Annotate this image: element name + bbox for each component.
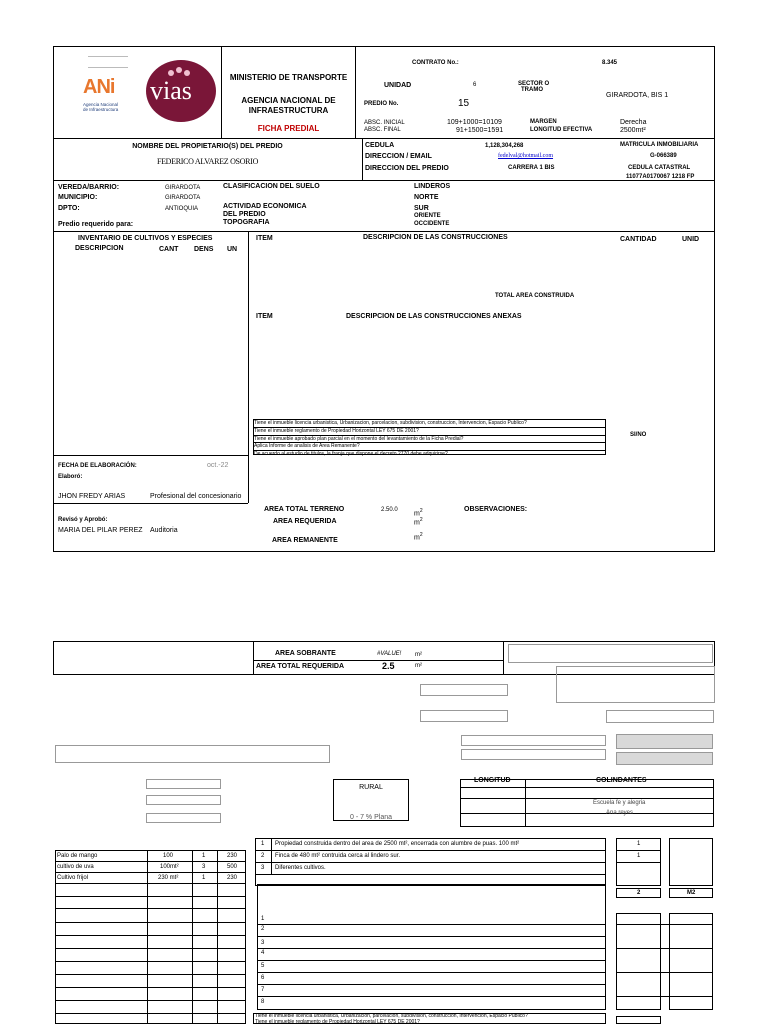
input-box — [508, 644, 713, 663]
total-area-construida-label: TOTAL AREA CONSTRUIDA — [495, 293, 575, 299]
annex-number: 6 — [261, 975, 265, 981]
direccion-predio-label: DIRECCION DEL PREDIO — [365, 165, 449, 172]
area-total-terreno-value: 2.50.0 — [381, 507, 398, 513]
divider — [53, 503, 248, 504]
anexas-label: DESCRIPCION DE LAS CONSTRUCCIONES ANEXAS — [346, 313, 522, 320]
divider — [248, 231, 249, 503]
absc-inicial-label: ABSC. INICIAL — [364, 120, 405, 126]
colindantes-header: COLINDANTES — [596, 777, 647, 784]
divider — [460, 798, 714, 799]
crop-desc: Cultivo frijol — [57, 875, 89, 881]
input-box — [420, 710, 508, 722]
elaboro-name: JHON FREDY ARIAS — [58, 493, 126, 500]
divider — [257, 960, 606, 961]
input-box — [146, 795, 221, 805]
fecha-label: FECHA DE ELABORACIÓN: — [58, 463, 137, 469]
area-total-requerida-label: AREA TOTAL REQUERIDA — [256, 663, 345, 670]
owner-name: FEDERICO ALVAREZ OSORIO — [156, 157, 259, 166]
owner-label: NOMBRE DEL PROPIETARIO(S) DEL PREDIO — [132, 143, 283, 150]
crop-un: 230 — [227, 853, 238, 859]
divider — [55, 922, 246, 923]
norte-label: NORTE — [414, 194, 439, 201]
divider — [257, 984, 606, 985]
predio-requerido-label: Predio requerido para: — [58, 221, 134, 228]
divider — [253, 660, 503, 661]
vias-logo — [146, 60, 216, 122]
si-no-label: SI/NO — [630, 432, 647, 438]
divider — [503, 641, 504, 675]
reviso-role: Auditoria — [150, 527, 178, 534]
divider — [616, 850, 661, 851]
input-box — [461, 735, 606, 746]
unit-exponent: 2 — [419, 517, 423, 523]
divider — [616, 862, 661, 863]
margen-label: MARGEN — [530, 119, 557, 125]
divider — [255, 874, 606, 875]
input-box — [55, 745, 330, 763]
questions-list — [254, 420, 605, 458]
matricula-value: G-066389 — [650, 153, 677, 159]
input-box — [146, 813, 221, 823]
vias-logo-text: vias — [150, 76, 192, 105]
crop-cant: 100 — [163, 853, 174, 859]
construction-text: Finca de 480 mt² contruida cerca al lindero sur. — [275, 853, 401, 859]
predio-label: PREDIO No. — [364, 101, 399, 107]
divider — [257, 972, 606, 973]
predio-value: 15 — [458, 98, 470, 109]
divider — [192, 850, 193, 1024]
inventory-title: INVENTARIO DE CULTIVOS Y ESPECIES — [78, 235, 213, 242]
item-label: ITEM — [256, 235, 273, 242]
divider — [257, 936, 606, 937]
sur-label: SUR — [414, 205, 429, 212]
ani-logo-subtitle: Agencia Nacional de Infraestructura — [83, 102, 119, 112]
annex-number: 5 — [261, 963, 265, 969]
ani-logo-text: ANi — [83, 76, 115, 98]
divider — [53, 455, 248, 456]
divider — [55, 1000, 246, 1001]
annex-table — [257, 884, 606, 1010]
unid-label: UNID — [682, 236, 700, 243]
divider — [55, 883, 246, 884]
unidad-label: UNIDAD — [384, 82, 412, 89]
contrato-label: CONTRATO No.: — [412, 60, 459, 66]
colindante-2: Ana reyes — [606, 810, 634, 816]
area-requerida-label: AREA REQUERIDA — [273, 518, 337, 525]
construction-text: Propiedad construida dentro del area de 2500 mt², encerrada con alumbre de puas. 100 mt² — [275, 841, 520, 847]
constructions-label: DESCRIPCION DE LAS CONSTRUCCIONES — [363, 234, 508, 241]
input-box — [420, 684, 508, 696]
construction-number: 3 — [261, 865, 265, 871]
oriente-label: ORIENTE — [414, 213, 441, 219]
actividad-label-2: DEL PREDIO — [223, 211, 266, 218]
annex-number: 1 — [261, 916, 265, 922]
email-link[interactable]: fedelval@hotmail.com — [498, 153, 554, 159]
slope-value: 0 - 7 % Plana — [349, 814, 393, 821]
agency-line-2: INFRAESTRUCTURA — [248, 106, 329, 115]
divider — [55, 872, 246, 873]
divider — [616, 948, 713, 949]
vereda-value: GIRARDOTA — [165, 185, 201, 191]
crop-desc: Palo de mango — [57, 853, 98, 859]
input-box — [606, 710, 714, 723]
question-1: Tiene el inmueble licencia urbanistica, Urbanizacion, parcelacion, subdivision, construccion, Intervencion, Espacio Publico? — [254, 420, 605, 428]
municipio-label: MUNICIPIO: — [58, 194, 98, 201]
sector-label-2: TRAMO — [521, 87, 543, 93]
input-box — [556, 666, 715, 703]
shaded-box — [616, 734, 713, 749]
divider — [53, 180, 715, 181]
input-box — [461, 749, 606, 760]
question-3: Tiene el inmueble aprobado plan parcial en el momento del levantamiento de la Ficha Predial? — [254, 436, 605, 443]
total-qty-value: 2 — [637, 890, 641, 896]
col-un: UN — [227, 246, 238, 253]
annex-number: 4 — [261, 950, 265, 956]
cedula-catastral-value: 11077A0170067 1218 FP — [626, 174, 695, 180]
longitud-label: LONGITUD EFECTIVA — [530, 127, 593, 133]
divider — [255, 850, 606, 851]
crop-desc: cultivo de uva — [57, 864, 94, 870]
direccion-email-label: DIRECCION / EMAIL — [365, 153, 432, 160]
absc-final-value: 91+1500=1591 — [456, 127, 504, 134]
cantidad-label: CANTIDAD — [620, 236, 657, 243]
divider — [53, 138, 715, 139]
input-box — [146, 779, 221, 789]
crop-cant: 100mt² — [160, 864, 179, 870]
area-sobrante-unit: m² — [415, 652, 422, 658]
area-remanente-label: AREA REMANENTE — [272, 537, 338, 544]
annex-number: 2 — [261, 926, 265, 932]
area-unit — [414, 508, 423, 517]
unidad-value: 6 — [473, 82, 477, 88]
reviso-label: Revisó y Aprobó: — [58, 517, 108, 523]
annex-number: 3 — [261, 940, 265, 946]
grape-dot — [176, 67, 182, 73]
divider — [55, 1013, 246, 1014]
elaboro-role: Profesional del concesionario — [150, 493, 242, 500]
crop-un: 230 — [227, 875, 238, 881]
divider — [55, 908, 246, 909]
unit-m: m — [414, 534, 420, 542]
reviso-name: MARIA DEL PILAR PEREZ — [58, 527, 143, 534]
clasificacion-label: CLASIFICACION DEL SUELO — [223, 183, 320, 190]
divider — [460, 787, 714, 788]
area-unit — [414, 517, 423, 526]
total-unit-value: M2 — [687, 890, 696, 896]
area-total-requerida-unit: m² — [415, 663, 422, 669]
occidente-label: OCCIDENTE — [414, 221, 450, 227]
annex-number: 7 — [261, 987, 265, 993]
divider — [55, 974, 246, 975]
question-2: Tiene el inmueble reglamento de Propiedad Horizontal LEY 675 DE 2001? — [254, 428, 605, 436]
divider — [253, 641, 254, 675]
qty-value: 1 — [637, 853, 641, 859]
divider — [257, 924, 606, 925]
agency-line-1: AGENCIA NACIONAL DE — [241, 96, 336, 105]
elaboro-label: Elaboró: — [58, 474, 83, 480]
unit-exponent: 2 — [419, 532, 423, 538]
divider — [616, 972, 713, 973]
actividad-label-1: ACTIVIDAD ECONOMICA — [223, 203, 307, 210]
divider — [55, 987, 246, 988]
divider — [53, 231, 715, 232]
divider — [460, 813, 714, 814]
annex-number: 8 — [261, 999, 265, 1005]
crop-dens: 3 — [202, 864, 206, 870]
construction-number: 2 — [261, 853, 265, 859]
municipio-value: GIRARDOTA — [165, 195, 201, 201]
form-title: FICHA PREDIAL — [257, 124, 320, 133]
divider — [271, 838, 272, 874]
unit-m: m — [414, 510, 420, 518]
question-line-1: Tiene el inmueble licencia urbanistica, Urbanizacion, parcelacion, subdivision, construccion, Intervencion, Espacio Publico? — [255, 1013, 528, 1019]
col-cant: CANT — [159, 246, 179, 253]
divider — [355, 46, 356, 138]
dpto-label: DPTO: — [58, 205, 80, 212]
area-sobrante-label: AREA SOBRANTE — [275, 650, 336, 657]
margen-value: Derecha — [620, 119, 647, 126]
shaded-box — [616, 752, 713, 765]
divider — [217, 850, 218, 1024]
vereda-label: VEREDA/BARRIO: — [58, 184, 120, 191]
sector-label-1: SECTOR O — [518, 81, 550, 87]
crop-un: 500 — [227, 864, 238, 870]
area-sobrante-value: #VALUE! — [377, 651, 402, 657]
question-line-2: Tiene el inmueble reglamento de Propiedad Horizontal LEY 675 DE 2001? — [255, 1019, 420, 1025]
matricula-label: MATRICULA INMOBILIARIA — [620, 142, 699, 148]
unit-exponent: 2 — [419, 508, 423, 514]
cedula-label: CEDULA — [365, 142, 395, 149]
cedula-catastral-label: CEDULA CATASTRAL — [628, 165, 691, 171]
fecha-value: oct.-22 — [207, 462, 229, 469]
divider — [257, 948, 606, 949]
area-total-terreno-label: AREA TOTAL TERRENO — [264, 506, 345, 513]
crop-dens: 1 — [202, 853, 206, 859]
divider — [616, 996, 713, 997]
sector-value: GIRARDOTA, BIS 1 — [606, 92, 669, 99]
ministry-name: MINISTERIO DE TRANSPORTE — [229, 73, 348, 82]
direccion-predio-value: CARRERA 1 BIS — [508, 165, 555, 171]
divider — [55, 861, 246, 862]
divider — [362, 138, 363, 180]
cedula-value: 1,128,304,268 — [485, 143, 524, 149]
divider — [55, 935, 246, 936]
topografia-label: TOPOGRAFIA — [223, 219, 270, 226]
contrato-value: 8.345 — [602, 60, 618, 66]
absc-final-label: ABSC. FINAL — [364, 127, 401, 133]
divider — [257, 996, 606, 997]
unit-column — [669, 838, 713, 886]
divider — [616, 924, 713, 925]
col-dens: DENS — [194, 246, 214, 253]
colindante-1: Escuela fe y alegria — [593, 800, 646, 806]
construction-number: 1 — [261, 841, 265, 847]
divider — [257, 884, 258, 1010]
linderos-label: LINDEROS — [414, 183, 451, 190]
item-anexas-label: ITEM — [256, 313, 273, 320]
qty-value: 1 — [637, 841, 641, 847]
divider — [147, 850, 148, 1024]
area-total-requerida-value: 2.5 — [382, 661, 395, 671]
divider — [55, 948, 246, 949]
divider — [55, 896, 246, 897]
longitud-header: LONGITUD — [474, 777, 511, 784]
logo-tagline — [88, 56, 128, 68]
construction-text: Diferentes cultivos. — [275, 865, 326, 871]
rural-value: RURAL — [359, 784, 383, 791]
divider — [55, 961, 246, 962]
dpto-value: ANTIOQUIA — [165, 206, 199, 212]
ani-logo — [80, 76, 135, 116]
observaciones-label: OBSERVACIONES: — [464, 506, 528, 513]
crop-dens: 1 — [202, 875, 206, 881]
unit-m: m — [414, 519, 420, 527]
area-unit — [414, 532, 423, 541]
longitud-value: 2500mt² — [620, 127, 646, 134]
question-5: De acuerdo al estudio de titulos, la franja que dispone el decreto 2770 debe adquirirse? — [254, 451, 448, 457]
si-no-box — [616, 1016, 661, 1024]
absc-inicial-value: 109+1000=10109 — [447, 119, 502, 126]
question-4: Aplica Informe de analisis de Area Remanente? — [254, 443, 605, 451]
divider — [255, 862, 606, 863]
col-descripcion: DESCRIPCION — [75, 245, 124, 252]
crop-cant: 230 mt² — [158, 875, 179, 881]
